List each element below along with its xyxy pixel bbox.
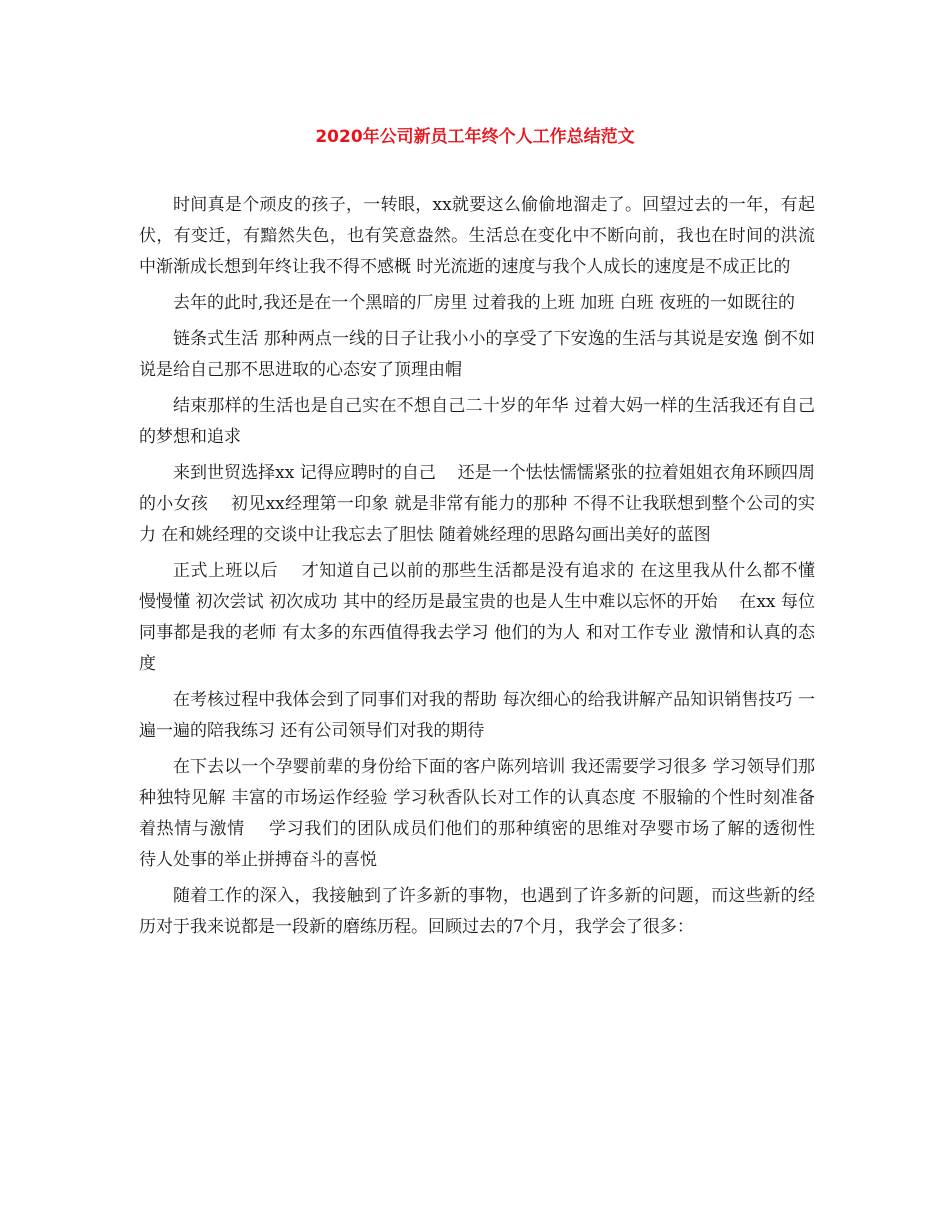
document-title: 2020年公司新员工年终个人工作总结范文 — [315, 127, 635, 147]
paragraph-5: 来到世贸选择xx 记得应聘时的自己 还是一个怯怯懦懦紧张的拉着姐姐衣角环顾四周的小女孩 初见xx经理第一印象 就是非常有能力的那种 不得不让我联想到整个公司的实力 在和姚经理的交谈中让我忘去了胆怯 随着姚经理的思路勾画出美好的蓝图 — [139, 463, 815, 545]
paragraph-6: 正式上班以后 才知道自己以前的那些生活都是没有追求的 在这里我从什么都不懂 慢慢懂 初次尝试 初次成功 其中的经历是最宝贵的也是人生中难以忘怀的开始 在xx 每位同事都是我的老师 有太多的东西值得我去学习 他们的为人 和对工作专业 激情和认真的态度 — [139, 561, 821, 674]
paragraph-4: 结束那样的生活也是自己实在不想自己二十岁的年华 过着大妈一样的生活我还有自己的梦想和追求 — [139, 396, 815, 447]
paragraph-9: 随着工作的深入，我接触到了许多新的事物，也遇到了许多新的问题，而这些新的经历对于我来说都是一段新的磨练历程。回顾过去的7个月，我学会了很多： — [139, 886, 815, 937]
paragraph-2: 去年的此时,我还是在一个黑暗的厂房里 过着我的上班 加班 白班 夜班的一如既往的 — [173, 293, 796, 313]
document-body — [139, 190, 837, 948]
paragraph-7: 在考核过程中我体会到了同事们对我的帮助 每次细心的给我讲解产品知识销售技巧 一遍一遍的陪我练习 还有公司领导们对我的期待 — [139, 690, 815, 741]
paragraph-8: 在下去以一个孕婴前辈的身份给下面的客户陈列培训 我还需要学习很多 学习领导们那种独特见解 丰富的市场运作经验 学习秋香队长对工作的认真态度 不服输的个性时刻准备着热情与激情 学习我们的团队成员们他们的那种缜密的思维对孕婴市场了解的透彻性 待人处事的举止拼搏奋斗的喜悦 — [139, 757, 837, 870]
paragraph-1: 时间真是个顽皮的孩子，一转眼，xx就要这么偷偷地溜走了。回望过去的一年，有起伏，有变迁，有黯然失色，也有笑意盎然。生活总在变化中不断向前，我也在时间的洪流中渐渐成长想到年终让我不得不感概 时光流逝的速度与我个人成长的速度是不成正比的 — [139, 195, 815, 277]
paragraph-3: 链条式生活 那种两点一线的日子让我小小的享受了下安逸的生活与其说是安逸 倒不如说是给自己那不思进取的心态安了顶理由帽 — [139, 329, 815, 380]
